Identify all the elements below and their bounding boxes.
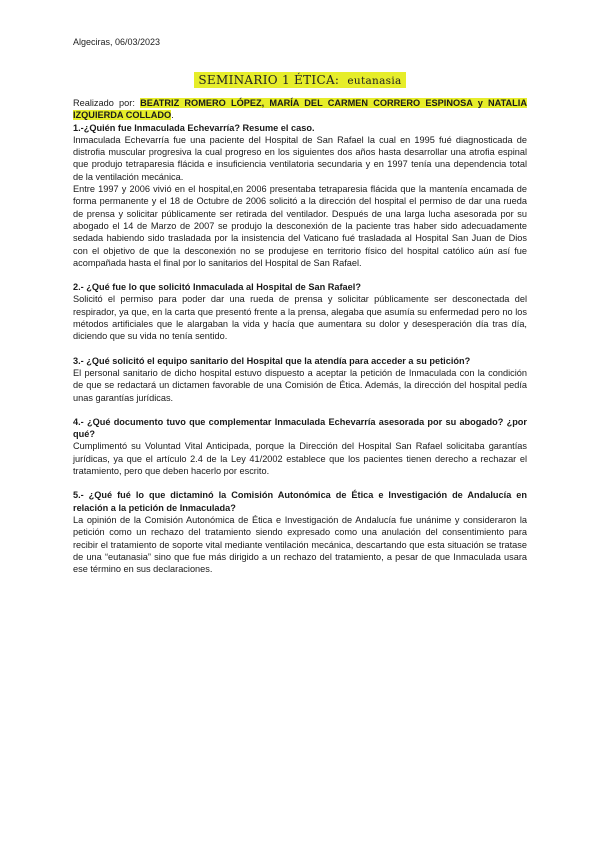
answer-1-paragraph-2: Entre 1997 y 2006 vivió en el hospital,en 2006 presentaba tetraparesia flácida que la mantenía encamada de forma permanente y el 18 de Octubre de 2006 solicitó a la dirección del hospital el permiso de dar una rueda de prensa y solicitar públicamente ser retirada del ventilador. Después de una larga lucha asesorada por su abogado el 14 de Marzo de 2007 se produjo la desconexión de la paciente tras haber sido adecuadamente sedada habiendo sido trasladada por la insistencia del Vaticano fué trasladada al Hospital San Juan de Dios con el objetivo de que la desconexión no se produjese en territorio físico del hospital católico aún así fue acompañada hasta el final por lo sanitarios del Hospital de San Rafael. [73,184,527,268]
spacer [73,404,527,416]
answer-4-paragraph-1: Cumplimentó su Voluntad Vital Anticipada, porque la Dirección del Hospital San Rafael solicitaba garantías jurídicas, ya que el artículo 2.4 de la Ley 41/2002 establece que los pacientes tienen derecho a rechazar el tratamiento, pero que deben hacerlo por escrito. [73,441,527,477]
answer-2-paragraph-1: Solicitó el permiso para poder dar una rueda de prensa y solicitar públicamente ser desconectada del respirador, ya que, en la carta que presentó frente a la prensa, alegaba que asumía su enfermedad pero no los métodos artificiales que le alargaban la vida y hacía que aumentara su dolor y desesperación día tras día, diciendo que su vida no tenía sentido. [73,294,527,342]
answer-5-paragraph-1: La opinión de la Comisión Autonómica de Ética e Investigación de Andalucía fue unánime y consideraron la petición como un rechazo del tratamiento siendo expresado como una anulación del consentimiento para recibir el tratamiento de soporte vital mediante ventilación mecánica, descartando que esta situación se tratase de una “eutanasia” sino que fue más dirigido a un rechazo del tratamiento, a pesar de que Inmaculada usara ese término en sus declaraciones. [73,514,527,575]
document-body [73,97,527,575]
spacer [73,343,527,355]
title-highlight [194,72,405,88]
authors-end: . [171,110,174,121]
question-5: 5.- ¿Qué fué lo que dictaminó la Comisión Autonómica de Ética e Investigación de Andalucía en relación a la petición de Inmaculada? [73,490,527,513]
answer-3-paragraph-1: El personal sanitario de dicho hospital estuvo dispuesto a aceptar la petición de Inmaculada con la condición de que se redactará un dictamen favorable de una Comisión de Ética. Además, la dirección del hospital pedía unas garantías jurídicas. [73,367,527,403]
question-1: 1.-¿Quién fue Inmaculada Echevarría? Resume el caso. [73,122,315,133]
title-sub: eutanasia [347,75,402,87]
date-line: Algeciras, 06/03/2023 [73,37,161,47]
document-title [0,73,600,87]
authors-lead: Realizado por: [73,98,135,108]
authors-names: BEATRIZ ROMERO LÓPEZ, MARÍA DEL CARMEN CORRERO ESPINOSA y NATALIA IZQUIERDA COLLADO [73,98,527,121]
question-3: 3.- ¿Qué solicitó el equipo sanitario del Hospital que la atendía para acceder a su petición? [73,355,471,366]
title-main: SEMINARIO 1 ÉTICA: [198,73,340,87]
spacer [73,477,527,489]
spacer [73,269,527,281]
authors-line [73,97,527,122]
question-2: 2.- ¿Qué fue lo que solicitó Inmaculada al Hospital de San Rafael? [73,282,361,293]
question-4: 4.- ¿Qué documento tuvo que complementar Inmaculada Echevarría asesorada por su abogado? ¿por qué? [73,416,527,440]
answer-1-paragraph-1: Inmaculada Echevarría fue una paciente del Hospital de San Rafael la cual en 1995 fué diagnosticada de distrofia muscular progresiva la cual progreso en los siguientes dos años hasta desarrollar una atrofia espinal que produjo tetraparesia flácida e insuficiencia ventilatoria secundaria y en 1997 tenía una dependencia total de la ventilación mecánica. [73,134,527,182]
